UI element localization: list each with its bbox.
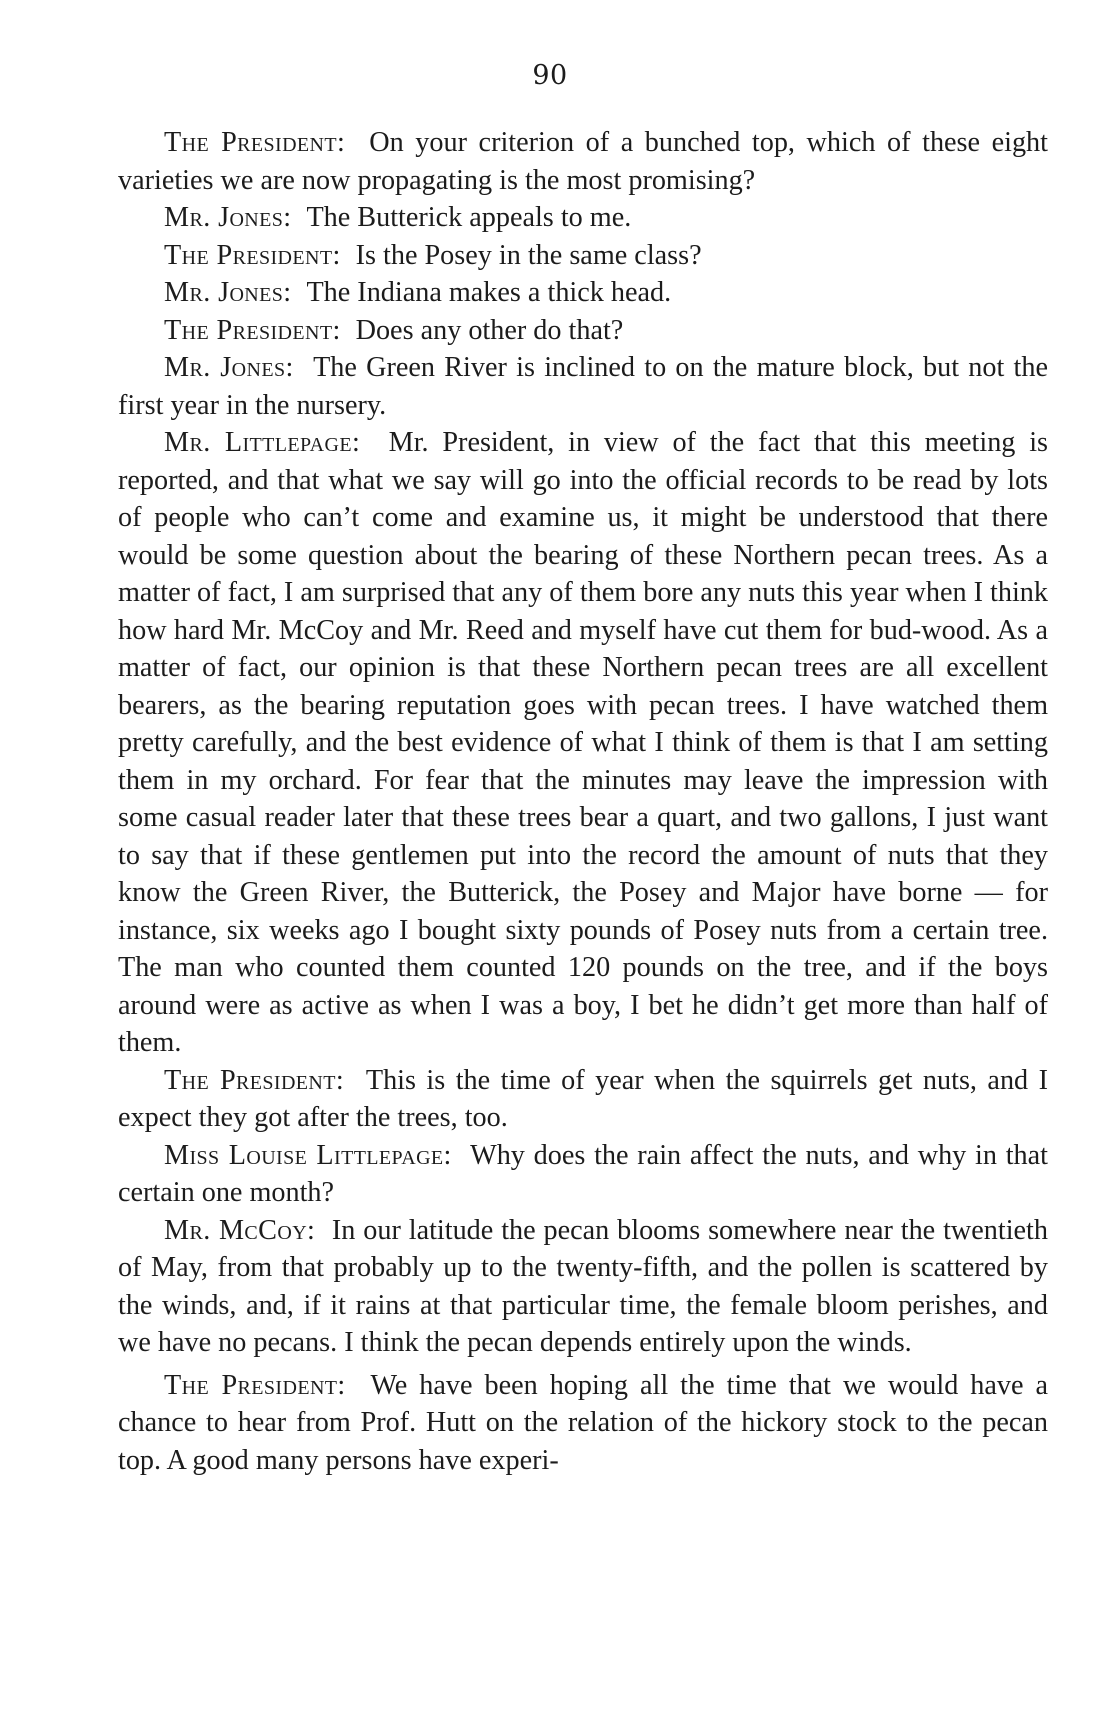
paragraph-9 bbox=[118, 1137, 1048, 1212]
paragraph-3 bbox=[118, 237, 1048, 275]
paragraph-text: Why does the rain affect the nuts, and why in that certain one month? bbox=[118, 1139, 1048, 1208]
paragraph-11 bbox=[118, 1367, 1048, 1480]
paragraph-text: This is the time of year when the squirrels get nuts, and I expect they got after the trees, too. bbox=[118, 1064, 1048, 1133]
page-number: 90 bbox=[532, 60, 568, 91]
speaker-name: The President : bbox=[164, 315, 356, 346]
paragraph-8 bbox=[118, 1062, 1048, 1137]
speaker-name: The President : bbox=[164, 1370, 370, 1401]
paragraph-text: The Green River is inclined to on the mature block, but not the first year in the nursery. bbox=[118, 352, 1048, 421]
speaker-name: Mr. Jones : bbox=[164, 277, 306, 308]
transcript-body bbox=[118, 124, 1048, 1479]
speaker-name: Mr. Jones : bbox=[164, 202, 306, 233]
paragraph-7 bbox=[118, 424, 1048, 1062]
paragraph-text: The Butterick appeals to me. bbox=[306, 202, 632, 233]
paragraph-text: Mr. President, in view of the fact that this meeting is reported, and that what we say will go into the official records to be read by lots of people who can’t come and examine us, it might be understood that there would be some question about the bearing of these Northern pecan trees. As a matter of fact, I am surprised that any of them bore any nuts this year when I think how hard Mr. McCoy and Mr. Reed and myself have cut them for bud-wood. As a matter of fact, our opinion is that these Northern pecan trees are all excellent bearers, as the bearing reputation goes with pecan trees. I have watched them pretty carefully, and the best evidence of what I think of them is that I am setting them in my orchard. For fear that the minutes may leave the impression with some casual reader later that these trees bear a quart, and two gallons, I just want to say that if these gentlemen put into the record the amount of nuts that they know the Green River, the Butterick, the Posey and Major have borne — for instance, six weeks ago I bought sixty pounds of Posey nuts from a certain tree. The man who counted them counted 120 pounds on the tree, and if the boys around were as active as when I was a boy, I bet he didn’t get more than half of them. bbox=[118, 427, 1049, 1058]
speaker-name: Miss Louise Littlepage : bbox=[164, 1140, 470, 1171]
paragraph-text: Does any other do that? bbox=[355, 314, 624, 346]
speaker-name: Mr. Littlepage : bbox=[164, 427, 389, 458]
speaker-name: The President : bbox=[164, 1065, 366, 1096]
paragraph-10 bbox=[118, 1212, 1048, 1362]
paragraph-5 bbox=[118, 312, 1048, 350]
paragraph-2 bbox=[118, 199, 1048, 237]
paragraph-text: We have been hoping all the time that we would have a chance to hear from Prof. Hutt on the relation of the hickory stock to the pecan top. A good many persons have experi- bbox=[118, 1369, 1049, 1476]
paragraph-text: In our latitude the pecan blooms somewhere near the twentieth of May, from that probably up to the twenty-fifth, and the pollen is scattered by the winds, and, if it rains at that particular time, the female bloom perishes, and we have no pecans. I think the pecan depends entirely upon the winds. bbox=[118, 1214, 1048, 1358]
speaker-name: Mr. McCoy : bbox=[164, 1215, 332, 1246]
paragraph-4 bbox=[118, 274, 1048, 312]
paragraph-text: On your criterion of a bunched top, which of these eight varieties we are now propagating is the most promising? bbox=[118, 127, 1048, 196]
speaker-name: Mr. Jones : bbox=[164, 352, 313, 383]
paragraph-1 bbox=[118, 124, 1048, 199]
paragraph-text: Is the Posey in the same class? bbox=[355, 239, 702, 271]
paragraph-6 bbox=[118, 349, 1048, 424]
speaker-name: The President : bbox=[164, 240, 356, 271]
paragraph-text: The Indiana makes a thick head. bbox=[306, 277, 672, 308]
speaker-name: The President : bbox=[164, 127, 369, 158]
